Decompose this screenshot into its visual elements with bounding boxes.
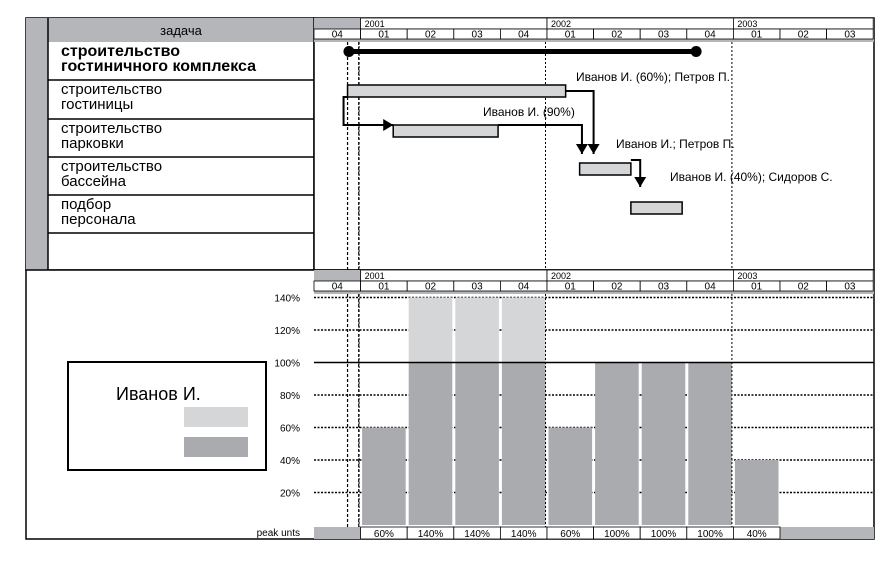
allocation-bar [409,363,453,526]
y-axis-label: peak unts [256,528,300,539]
quarter-label: 03 [844,29,856,41]
year-cell [361,18,547,29]
task-label-line: подбор [61,196,112,213]
y-tick-label: 100% [274,358,300,370]
quarter-label: 03 [657,281,670,293]
allocation-bar [595,363,639,526]
quarter-label: 02 [611,281,623,293]
summary-start-marker [343,46,354,57]
task-label-line: гостиницы [61,96,134,113]
quarter-label: 01 [378,281,390,293]
gantt-bar [580,163,631,175]
y-tick-label: 120% [274,326,300,337]
assignment-label: Иванов И. (60%); Петров П. [576,70,730,84]
summary-bar [349,49,696,54]
task-label-line: строительство [61,120,163,137]
overallocation-bar [455,298,499,363]
year-label: 2001 [364,271,385,281]
bar-value-label: 40% [746,529,767,540]
gantt-bar [393,125,498,137]
allocation-bar [502,363,546,526]
summary-end-marker [691,46,702,57]
quarter-label: 04 [704,29,716,41]
row-number-column [26,18,48,270]
quarter-label: 02 [424,29,437,41]
quarter-label: 02 [611,29,623,41]
y-tick-label: 40% [279,456,300,467]
overallocation-bar [502,298,546,363]
task-label-line: парковки [61,135,124,152]
quarter-label: 04 [518,281,530,293]
quarter-label: 04 [704,281,716,293]
quarter-label: 02 [797,29,809,41]
quarter-label: 03 [844,281,856,293]
overallocation-bar [409,298,453,363]
bar-value-label: 100% [604,529,630,540]
gantt-bar [348,85,566,97]
quarter-label: 01 [751,29,763,41]
assignment-label: Иванов И. (40%); Сидоров С. [670,170,833,184]
task-label-line: строительство [61,158,163,175]
bar-value-label: 140% [417,529,444,540]
quarter-label: 02 [424,281,437,293]
year-label: 2002 [551,19,572,29]
year-cell [361,270,547,281]
year-cell [547,270,733,281]
year-label: 2001 [364,19,385,29]
quarter-label: 04 [518,29,530,41]
legend-swatch-overallocation [184,407,248,427]
quarter-label: 04 [331,281,343,293]
quarter-label: 03 [471,281,483,293]
bar-value-label: 140% [464,529,490,540]
allocation-bar [688,363,732,526]
task-label-line: бассейна [61,173,126,190]
task-label-line: строительство [61,43,180,60]
quarter-label: 01 [564,29,576,41]
quarter-label: 02 [797,281,809,293]
assignment-label: Иванов И. (90%) [483,105,575,119]
legend-swatch-allocation [184,437,248,457]
task-label-line: персонала [61,211,136,228]
y-tick-label: 20% [279,488,300,500]
quarter-label: 01 [378,29,390,41]
allocation-bar [549,428,593,526]
year-label: 2003 [737,19,758,29]
gantt-bar [631,202,682,214]
task-label-line: строительство [61,81,163,98]
assignment-label: Иванов И.; Петров П. [616,137,735,151]
year-cell [547,18,733,29]
allocation-bar [362,428,406,526]
y-tick-label: 140% [274,293,300,305]
task-header: задача [160,23,202,38]
quarter-label: 01 [564,281,576,293]
year-label: 2002 [551,271,572,281]
bar-value-label: 60% [373,529,394,540]
task-label-line: гостиничного комплекса [61,58,256,75]
allocation-bar [735,460,779,525]
year-label: 2003 [737,271,758,281]
quarter-label: 03 [657,29,670,41]
bar-value-label: 100% [697,529,723,540]
quarter-label: 01 [751,281,763,293]
bar-value-label: 140% [510,529,537,540]
y-tick-label: 60% [279,423,300,435]
allocation-bar [455,363,499,526]
y-tick-label: 80% [279,391,300,402]
quarter-label: 03 [471,29,483,41]
legend-title: Иванов И. [116,384,201,404]
quarter-label: 04 [331,29,343,41]
bar-value-label: 60% [560,529,581,540]
allocation-bar [642,363,686,526]
bar-value-label: 100% [650,529,677,540]
